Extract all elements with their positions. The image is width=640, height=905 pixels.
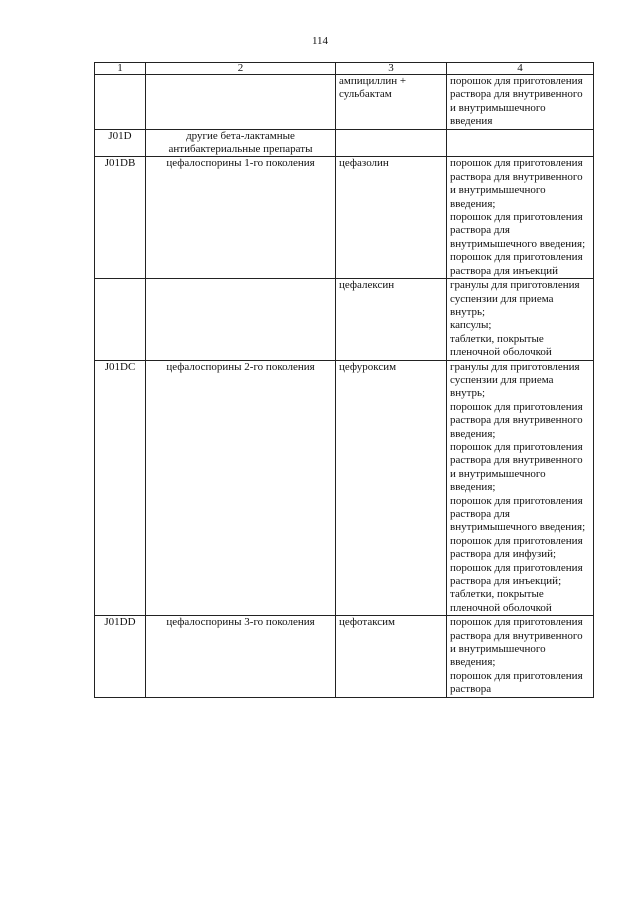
group-name-cell: другие бета-лактамные антибактериальные препараты (146, 129, 336, 157)
atc-code-cell: J01DB (95, 157, 146, 279)
dosage-form-item: капсулы; (450, 319, 492, 332)
dosage-form-item: порошок для приготовления раствора для инъекций (450, 251, 583, 277)
page-number: 114 (311, 35, 329, 47)
column-header: 4 (447, 63, 594, 75)
drug-name-cell: цефуроксим (336, 360, 447, 616)
drug-name-cell (336, 129, 447, 157)
dosage-form-item: гранулы для приготовления суспензии для приема внутрь; (450, 279, 580, 318)
dosage-forms-cell (447, 129, 594, 157)
dosage-form-item: порошок для приготовления раствора для внутримышечного введения; (450, 494, 586, 534)
table-row (95, 360, 594, 616)
drug-name-cell: цефазолин (336, 157, 447, 279)
dosage-forms-cell (447, 360, 594, 616)
column-header: 3 (336, 63, 447, 75)
table-row (95, 129, 594, 157)
atc-code-cell: J01DC (95, 360, 146, 616)
drug-table (94, 62, 594, 698)
group-name-cell (146, 75, 336, 130)
dosage-form-item: порошок для приготовления раствора для внутривенного введения; (450, 400, 583, 440)
table-body (95, 75, 594, 698)
table-row (95, 616, 594, 697)
dosage-form-item: порошок для приготовления раствора для внутривенного и внутримышечного введения; (450, 157, 583, 210)
header-row (95, 63, 594, 75)
dosage-form-item: порошок для приготовления раствора для внутримышечного введения; (450, 211, 586, 250)
column-header: 1 (95, 63, 146, 75)
drug-name-cell: цефалексин (336, 279, 447, 360)
column-header: 2 (146, 63, 336, 75)
group-name-cell (146, 279, 336, 360)
dosage-form-item: порошок для приготовления раствора для внутривенного и внутримышечного введения; (450, 616, 583, 669)
dosage-form-item: гранулы для приготовления суспензии для приема внутрь; (450, 360, 580, 400)
dosage-forms-cell (447, 616, 594, 697)
drug-name-cell: ампициллин + сульбактам (336, 75, 447, 130)
dosage-form-item: порошок для приготовления раствора для внутривенного и внутримышечного введения (450, 75, 583, 128)
dosage-form-item: порошок для приготовления раствора для внутривенного и внутримышечного введения; (450, 440, 583, 494)
drug-name-cell: цефотаксим (336, 616, 447, 697)
dosage-forms-cell (447, 157, 594, 279)
atc-code-cell (95, 279, 146, 360)
dosage-forms-cell (447, 279, 594, 360)
atc-code-cell: J01DD (95, 616, 146, 697)
group-name-cell: цефалоспорины 3-го поколения (146, 616, 336, 697)
group-name-cell: цефалоспорины 1-го поколения (146, 157, 336, 279)
dosage-form-item: порошок для приготовления раствора (450, 669, 583, 696)
dosage-form-item: порошок для приготовления раствора для инфузий; (450, 534, 583, 561)
atc-code-cell (95, 75, 146, 130)
table-row (95, 157, 594, 279)
table-row (95, 75, 594, 130)
dosage-form-item: порошок для приготовления раствора для инъекций; (450, 561, 583, 588)
atc-code-cell: J01D (95, 129, 146, 157)
dosage-forms-cell (447, 75, 594, 130)
dosage-form-item: таблетки, покрытые пленочной оболочкой (450, 332, 552, 359)
table-row (95, 279, 594, 360)
group-name-cell: цефалоспорины 2-го поколения (146, 360, 336, 616)
dosage-form-item: таблетки, покрытые пленочной оболочкой (450, 588, 552, 614)
